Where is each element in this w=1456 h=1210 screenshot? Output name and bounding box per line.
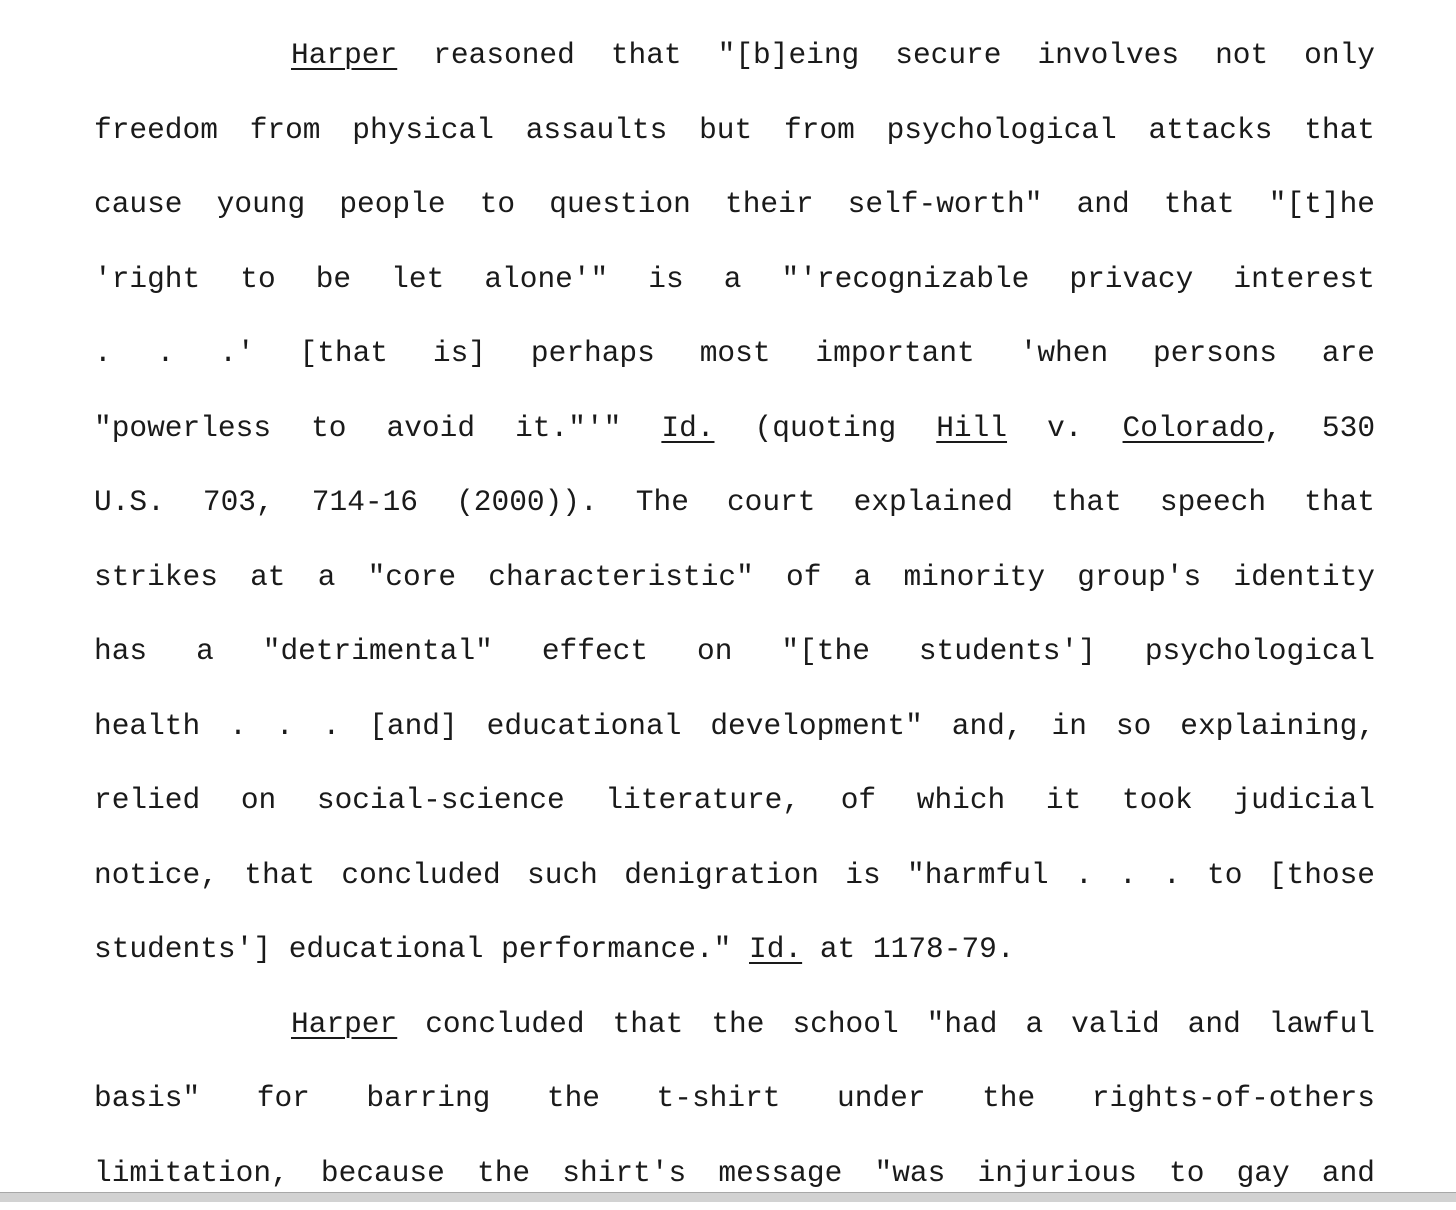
citation-id: Id. [749,932,802,966]
case-name-harper: Harper [291,1007,397,1041]
text-line [94,18,1375,93]
text-line: 'right to be let alone'" is a "'recognizable privacy interest [94,242,1375,317]
text-line: basis" for barring the t-shirt under the rights-of-others [94,1061,1375,1136]
case-name-hill: Hill [936,411,1007,445]
text-line [94,912,1375,987]
text-line: has a "detrimental" effect on "[the students'] psychological [94,614,1375,689]
text-line [94,391,1375,466]
text-line: U.S. 703, 714-16 (2000)). The court explained that speech that [94,465,1375,540]
text-span: "powerless to avoid it."'" [94,411,661,445]
text-line: freedom from physical assaults but from psychological attacks that [94,93,1375,168]
case-name-harper: Harper [291,38,397,72]
document-body [94,18,1375,1210]
text-span: , 530 [1264,411,1375,445]
text-line: cause young people to question their self-worth" and that "[t]he [94,167,1375,242]
text-span: concluded that the school "had a valid and lawful [397,1007,1375,1041]
text-span: v. [1007,411,1123,445]
text-span: reasoned that "[b]eing secure involves not only [397,38,1375,72]
case-name-colorado: Colorado [1123,411,1265,445]
text-span: at 1178-79. [802,932,1014,966]
text-line [94,987,1375,1062]
text-line: strikes at a "core characteristic" of a minority group's identity [94,540,1375,615]
text-line: health . . . [and] educational development" and, in so explaining, [94,689,1375,764]
text-line: relied on social-science literature, of which it took judicial [94,763,1375,838]
text-line: notice, that concluded such denigration is "harmful . . . to [those [94,838,1375,913]
text-span: (quoting [714,411,936,445]
text-line: . . .' [that is] perhaps most important 'when persons are [94,316,1375,391]
citation-id: Id. [661,411,714,445]
text-span: students'] educational performance." [94,932,749,966]
text-line: limitation, because the shirt's message "was injurious to gay and [94,1136,1375,1210]
